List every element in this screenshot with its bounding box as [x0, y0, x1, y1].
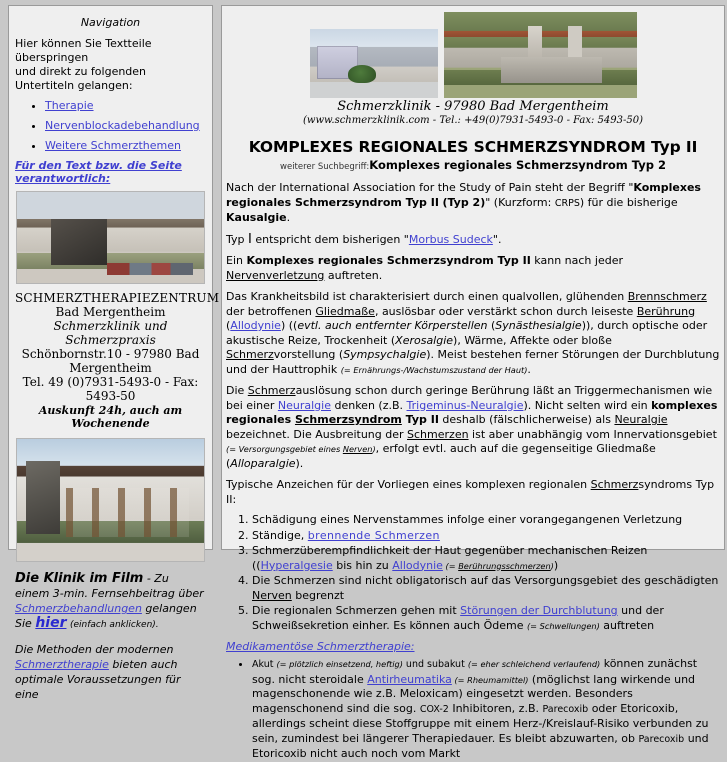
p4-text-8: ), Wärme, Affekte oder bloße	[453, 333, 612, 347]
p2-roman-one: I	[248, 231, 252, 247]
film-text-2: Fernsehbeitrag über	[91, 587, 204, 600]
p1-bold-1: Komplexes regionales Schmerzsyndrom Typ II	[226, 181, 701, 209]
medication-list	[226, 657, 720, 762]
link-neuralgie[interactable]: Neuralgie	[277, 398, 331, 412]
methods-text-2: bieten auch optimale Voraussetzungen für eine	[15, 658, 181, 701]
med-annotation-3: (= Rheumamittel)	[451, 674, 529, 685]
paragraph-typ1	[226, 233, 720, 248]
keyword-row	[226, 158, 720, 172]
link-morbus-sudeck[interactable]: Morbus Sudeck	[408, 232, 493, 246]
p5-annotation-underline: Nerven	[342, 444, 373, 454]
p6-underline-1: Schmerz	[590, 478, 639, 491]
address-line-name: SCHMERZTHERAPIEZENTRUM	[15, 291, 220, 305]
med-text-2: und subakut	[402, 659, 468, 670]
item4-text-2: begrenzt	[291, 588, 345, 602]
address-line-hours: Auskunft 24h, auch am Wochenende	[38, 404, 183, 430]
p1-bold-2: (Typ 2)	[442, 195, 486, 209]
p5-bold-underline-1: Schmerzsyndrom	[294, 413, 402, 426]
p4-text-2: der betroffenen	[226, 304, 316, 318]
town-square-photo	[310, 29, 438, 98]
sidebar-link-therapie[interactable]: Therapie	[45, 99, 94, 112]
page-title: KOMPLEXES REGIONALES SCHMERZSYNDROM Typ II	[248, 138, 698, 156]
list-item	[252, 574, 720, 603]
clinic-address-block	[15, 291, 220, 430]
paragraph-trigger	[226, 384, 720, 471]
link-brennende-schmerzen[interactable]: brennende Schmerzen	[307, 528, 440, 542]
item2-text: Ständige,	[252, 528, 308, 542]
list-item	[45, 99, 206, 112]
med-cox2: COX-2	[419, 703, 449, 715]
p4-text-6: (	[487, 319, 496, 332]
list-item	[45, 119, 206, 132]
medication-therapy-heading[interactable]: Medikamentöse Schmerztherapie:	[226, 640, 415, 653]
film-info-block	[15, 571, 206, 633]
p4-text-11: .	[527, 362, 531, 376]
film-heading: Die Klinik im Film	[15, 571, 144, 586]
p4-underline-3: Berührung	[636, 304, 696, 318]
p4-italic-3: Xerosalgie	[395, 333, 454, 347]
banner-subcaption: (www.schmerzklinik.com - Tel.: +49(0)7931-5493-0 - Fax: 5493-50)	[303, 115, 643, 126]
film-link-schmerzbehandlungen[interactable]: Schmerzbehandlungen	[15, 602, 142, 615]
p3-text-3: auftreten.	[324, 268, 383, 282]
p3-underline-1: Nervenverletzung	[226, 268, 325, 282]
med-text-6: oder Etoricoxib, allerdings scheint diese Stoffgruppe mit einem Herz-/Kreislauf-Risiko verbunden zu sein, zumindest bei längerer Therapiedauer. Es bleibt abzuwarten, ob	[252, 701, 709, 745]
castle-aerial-photo	[444, 12, 637, 98]
link-trigeminus-neuralgie[interactable]: Trigeminus-Neuralgie	[406, 398, 524, 412]
list-item	[252, 604, 720, 633]
p5-underline-3: Schmerzen	[407, 427, 469, 441]
p5-text-4: ). Nicht selten wird ein	[523, 398, 652, 412]
link-allodynie-2[interactable]: Allodynie	[392, 558, 443, 572]
item5-text-3: auftreten	[599, 618, 655, 632]
p4-italic-2: Synästhesialgie	[495, 319, 582, 332]
link-antirheumatika[interactable]: Antirheumatika	[367, 672, 452, 686]
p3-text-2: kann nach jeder	[530, 254, 623, 267]
med-parecoxib-1: Parecoxib	[542, 703, 589, 715]
list-item	[252, 513, 720, 528]
responsible-link[interactable]: Für den Text bzw. die Seite verantwortlich:	[15, 159, 182, 185]
list-item	[252, 529, 720, 544]
item3-annotation-2: )	[550, 560, 554, 571]
address-line-subtitle: Schmerzklinik und Schmerzpraxis	[53, 319, 168, 347]
p5-bold-2: Typ II	[401, 413, 439, 426]
link-hyperalgesie[interactable]: Hyperalgesie	[260, 558, 333, 572]
p1-bold-3: Kausalgie	[226, 211, 287, 224]
keyword-value: Komplexes regionales Schmerzsyndrom Typ 2	[369, 158, 666, 172]
sidebar-link-weitere-schmerzthemen[interactable]: Weitere Schmerzthemen	[45, 139, 181, 152]
main-content	[221, 5, 725, 760]
p5-text-8: , erfolgt evtl. auch auf die gegenseitige Gliedmaße (	[226, 442, 656, 470]
link-allodynie[interactable]: Allodynie	[230, 319, 281, 332]
p2-text-3: ".	[492, 232, 502, 246]
p3-bold-1: Komplexes regionales Schmerzsyndrom Typ II	[246, 254, 531, 267]
methods-info-block	[15, 642, 206, 702]
item3-annotation-underline: Berührungsschmerzen	[458, 560, 551, 571]
list-item	[45, 139, 206, 152]
p6-text-2: syndroms Typ II:	[226, 478, 715, 506]
page-banner	[226, 6, 720, 126]
p1-text-2: " (Kurzform:	[485, 195, 555, 209]
signs-list	[226, 513, 720, 633]
list-item	[252, 657, 720, 762]
banner-caption: Schmerzklinik - 97980 Bad Mergentheim	[337, 99, 609, 114]
item4-underline-1: Nerven	[252, 588, 292, 602]
item3-text-2: bis hin zu	[332, 558, 393, 572]
med-text-1: Akut	[252, 659, 277, 670]
p4-text-4: (	[226, 319, 231, 332]
navigation-list	[15, 99, 206, 152]
p5-text-6: bezeichnet. Die Ausbreitung der	[226, 427, 408, 441]
paragraph-occurrence	[226, 254, 720, 283]
p5-text-5: deshalb (fälschlicherweise) als	[438, 413, 615, 426]
p5-text-3: denken (z.B.	[330, 398, 407, 412]
item1-text: Schädigung eines Nervenstammes infolge einer vorangegangenen Verletzung	[252, 513, 683, 526]
p5-annotation-2: )	[372, 444, 376, 454]
p1-text-4: .	[286, 211, 291, 224]
p1-abbrev: CRPS	[554, 197, 580, 209]
p5-bold-1: komplexes regionales	[226, 398, 718, 426]
p5-underline-1: Schmerz	[247, 384, 296, 397]
clinic-apartment-photo	[16, 438, 205, 562]
list-item	[252, 544, 720, 573]
p4-text-1: Das Krankheitsbild ist charakterisiert durch einen qualvollen, glühenden	[226, 290, 628, 303]
p4-text-10: ). Meist bestehen ferner Störungen der Durchblutung und der Hauttrophik	[226, 348, 720, 376]
item3-annotation-1: (=	[442, 560, 459, 571]
navigation-intro-line2: und direkt zu folgenden Untertiteln gelangen:	[15, 65, 147, 92]
item5-text-1: Die regionalen Schmerzen gehen mit	[252, 604, 461, 617]
film-text-1: - Zu einem 3-min.	[15, 572, 169, 600]
p4-text-5: ) ((	[280, 319, 298, 332]
item3-text-1: Schmerzüberempfindlichkeit der Haut gegenüber mechanischen Reizen ((	[252, 544, 648, 572]
med-text-5: Inhibitoren, z.B.	[448, 701, 543, 715]
p5-text-1: Die	[226, 384, 248, 397]
link-stoerungen-der-durchblutung[interactable]: Störungen der Durchblutung	[460, 604, 618, 617]
navigation-intro	[15, 37, 206, 93]
film-text-4: (einfach anklicken).	[69, 620, 159, 630]
p4-underline-2: Gliedmaße	[315, 304, 375, 318]
paragraph-signs-intro	[226, 478, 720, 507]
sidebar-link-nervenblockadebehandlung[interactable]: Nervenblockadebehandlung	[45, 119, 200, 132]
item3-text-3: )	[553, 558, 559, 572]
address-line-street: Schönbornstr.10 - 97980 Bad Mergentheim	[21, 347, 200, 375]
p4-text-7: )), durch optische oder akustische Reize, Trockenheit (	[226, 319, 708, 347]
med-text-4: (möglichst lang wirkende und magenschonende wie z.B. Meloxicam) eingesetzt werden. Besonders magenschonend sind die sog.	[252, 672, 696, 715]
item4-text-1: Die Schmerzen sind nicht obligatorisch auf das Versorgungsgebiet des geschädigten	[252, 574, 719, 587]
methods-link-schmerztherapie[interactable]: Schmerztherapie	[15, 658, 109, 671]
p5-annotation-1: (= Versorgungsgebiet eines	[226, 444, 343, 454]
p5-text-9: ).	[295, 456, 304, 470]
p5-italic-1: Alloparalgie	[230, 456, 296, 470]
med-text-7: und Etoricoxib nicht auch noch vom Markt	[252, 731, 709, 760]
p4-italic-4: Sympsychalgie	[343, 348, 427, 361]
navigation-intro-line1: Hier können Sie Textteile überspringen	[15, 37, 152, 64]
address-line-city: Bad Mergentheim	[55, 305, 166, 319]
p2-text-1: Typ	[226, 232, 248, 246]
clinic-building-photo	[16, 191, 205, 284]
banner-images	[226, 12, 720, 98]
film-text-3: gelangen Sie	[15, 602, 197, 630]
item5-annotation-1: (= Schwellungen)	[526, 620, 600, 631]
p6-text-1: Typische Anzeichen für der Vorliegen eines komplexen regionalen	[226, 478, 591, 491]
keyword-label: weiterer Suchbegriff:	[280, 162, 370, 172]
med-text-3: können zunächst sog. nicht steroidale	[252, 657, 698, 686]
navigation-heading: Navigation	[80, 16, 141, 29]
p5-underline-2: Neuralgie	[614, 413, 668, 426]
p4-text-9: vorstellung (	[273, 348, 344, 361]
p4-underline-1: Brennschmerz	[627, 290, 707, 303]
p1-text-1: Nach der International Association for the Study of Pain steht der Begriff "	[226, 181, 634, 194]
navigation-sidebar	[8, 5, 220, 701]
paragraph-symptoms	[226, 290, 720, 377]
address-line-phone: Tel. 49 (0)7931-5493-0 - Fax: 5493-50	[22, 375, 199, 403]
p2-text-2: entspricht dem bisherigen "	[251, 232, 409, 246]
p3-text-1: Ein	[226, 254, 247, 267]
paragraph-definition	[226, 181, 720, 226]
p4-annotation-1: (= Ernährungs-/Wachstumszustand der Haut)	[340, 364, 528, 375]
p4-underline-4: Schmerz	[226, 348, 274, 361]
med-annotation-2: (= eher schleichend verlaufend)	[467, 659, 601, 669]
p4-text-3: , auslösbar oder verstärkt schon durch leiseste	[374, 304, 637, 318]
item5-text-2: und der Schweißsekretion einher. Es können auch Ödeme	[252, 604, 664, 632]
p4-italic-1: evtl. auch entfernter Körperstellen	[297, 319, 488, 332]
methods-text-1: Die Methoden der modernen	[15, 643, 174, 656]
p5-text-7: ist aber unabhängig vom Innervationsgebiet	[468, 427, 717, 441]
med-annotation-1: (= plötzlich einsetzend, heftig)	[276, 659, 403, 669]
p1-text-3: ) für die bisherige	[579, 195, 678, 209]
film-link-hier[interactable]: hier	[35, 615, 67, 631]
p5-text-2: auslösung schon durch geringe Berührung läßt an Triggermechanismen wie bei einer	[226, 384, 713, 412]
med-parecoxib-2: Parecoxib	[638, 733, 685, 745]
